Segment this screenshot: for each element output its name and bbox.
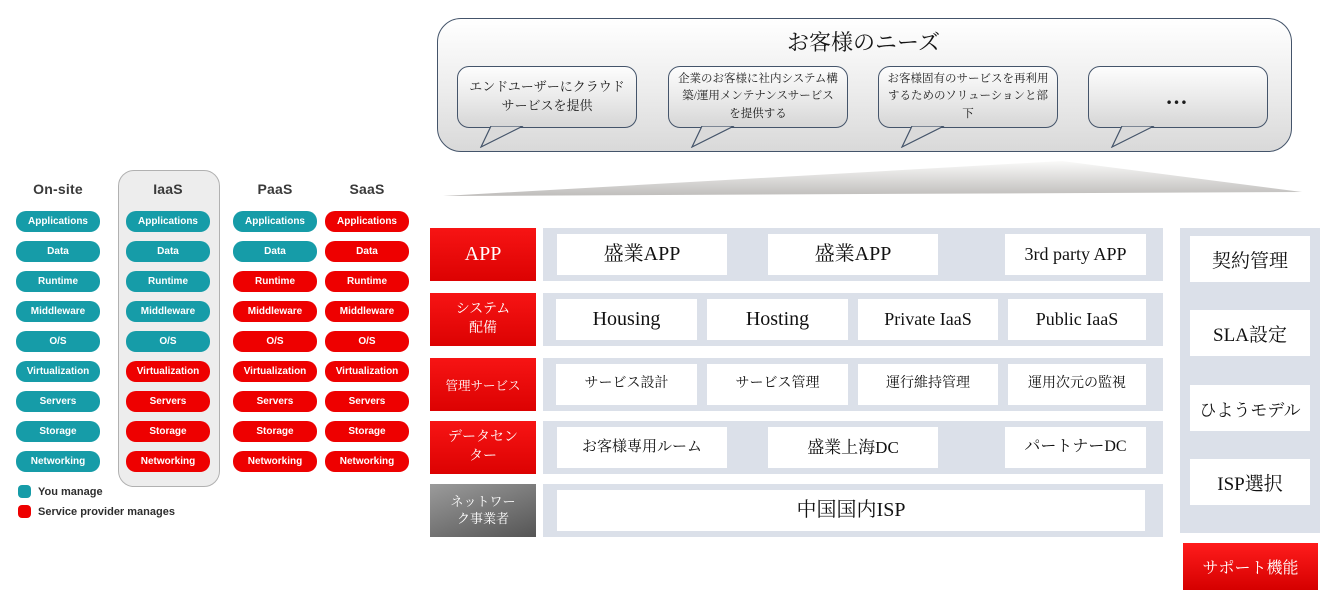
row-label-system-deploy xyxy=(430,293,536,346)
layer-pill: Storage xyxy=(16,421,100,442)
legend-you-manage-label: You manage xyxy=(38,486,103,498)
row-band-data-center xyxy=(543,421,1163,474)
need-bubble-1-tail xyxy=(471,126,525,148)
row-band-managed-services xyxy=(543,358,1163,411)
row-band-system-deploy xyxy=(543,293,1163,346)
cell-app-2: 盛業APP xyxy=(768,234,938,275)
side-cell-billing-model: ひようモデル xyxy=(1190,385,1310,431)
layer-pill: Runtime xyxy=(126,271,210,292)
layer-pill: Servers xyxy=(16,391,100,412)
layer-pill: Data xyxy=(126,241,210,262)
cell-hosting: Hosting xyxy=(707,299,848,340)
need-bubble-3-tail xyxy=(892,126,946,148)
cell-private-iaas: Private IaaS xyxy=(858,299,998,340)
layer-pill: Storage xyxy=(325,421,409,442)
customer-needs-title: お客様のニーズ xyxy=(787,30,940,55)
layer-pill: Virtualization xyxy=(16,361,100,382)
row-label-managed-services: 管理サービス xyxy=(430,358,536,411)
layer-pill: Data xyxy=(16,241,100,262)
column-header-saas: SaaS xyxy=(349,181,385,197)
layer-pill: Runtime xyxy=(233,271,317,292)
need-bubble-more-tail xyxy=(1102,126,1156,148)
layer-pill: Middleware xyxy=(16,301,100,322)
layer-pill: Servers xyxy=(325,391,409,412)
layer-pill: Virtualization xyxy=(233,361,317,382)
row-label-network-operator xyxy=(430,484,536,537)
row-band-network-operator xyxy=(543,484,1163,537)
legend-you-manage-chip xyxy=(18,485,31,498)
cell-service-management: サービス管理 xyxy=(707,364,848,405)
side-cell-contract-management: 契約管理 xyxy=(1190,236,1310,282)
cell-housing: Housing xyxy=(556,299,697,340)
layer-pill: Servers xyxy=(126,391,210,412)
layer-pill: Networking xyxy=(126,451,210,472)
layer-pill: Virtualization xyxy=(325,361,409,382)
need-bubble-3: お客様固有のサービスを再利用するためのソリューションと部下 xyxy=(878,66,1058,128)
side-cell-sla-settings: SLA設定 xyxy=(1190,310,1310,356)
layer-pill: Networking xyxy=(233,451,317,472)
row-label-text: データセンター xyxy=(448,430,518,464)
layer-pill: O/S xyxy=(126,331,210,352)
row-label-text: ネットワーク事業者 xyxy=(450,493,516,526)
column-header-paas: PaaS xyxy=(257,181,293,197)
cell-china-domestic-isp: 中国国内ISP xyxy=(557,490,1145,531)
layer-pill: Storage xyxy=(233,421,317,442)
row-label-data-center xyxy=(430,421,536,474)
need-bubble-2: 企業のお客様に社内システム構築/運用メンテナンスサービスを提供する xyxy=(668,66,848,128)
layer-pill: Applications xyxy=(126,211,210,232)
layer-pill: Storage xyxy=(126,421,210,442)
need-bubble-1: エンドユーザーにクラウドサービスを提供 xyxy=(457,66,637,128)
row-band-app xyxy=(543,228,1163,281)
layer-pill: Middleware xyxy=(126,301,210,322)
legend-provider-label: Service provider manages xyxy=(38,506,175,518)
cell-shanghai-dc: 盛業上海DC xyxy=(768,427,938,468)
side-panel-band xyxy=(1180,228,1320,533)
need-bubble-more: … xyxy=(1088,66,1268,128)
row-label-app: APP xyxy=(430,228,536,281)
layer-pill: O/S xyxy=(233,331,317,352)
side-cell-isp-selection: ISP選択 xyxy=(1190,459,1310,505)
layer-pill: Virtualization xyxy=(126,361,210,382)
column-header-onsite: On-site xyxy=(33,181,83,197)
cell-customer-room: お客様専用ルーム xyxy=(557,427,727,468)
layer-pill: Middleware xyxy=(325,301,409,322)
cell-app-3rd-party: 3rd party APP xyxy=(1005,234,1146,275)
need-bubble-2-tail xyxy=(682,126,736,148)
layer-pill: Applications xyxy=(233,211,317,232)
layer-pill: Runtime xyxy=(325,271,409,292)
cell-app-1: 盛業APP xyxy=(557,234,727,275)
cell-public-iaas: Public IaaS xyxy=(1008,299,1146,340)
legend-provider-chip xyxy=(18,505,31,518)
cell-operation-monitoring: 運用次元の監視 xyxy=(1008,364,1146,405)
layer-pill: Runtime xyxy=(16,271,100,292)
layer-pill: Applications xyxy=(325,211,409,232)
layer-pill: Servers xyxy=(233,391,317,412)
layer-pill: Networking xyxy=(325,451,409,472)
cell-service-design: サービス設計 xyxy=(556,364,697,405)
layer-pill: Middleware xyxy=(233,301,317,322)
support-function-box: サポート機能 xyxy=(1183,543,1318,590)
layer-pill: Applications xyxy=(16,211,100,232)
funnel-swoosh xyxy=(440,158,1305,200)
row-label-text: システム配備 xyxy=(455,302,511,336)
layer-pill: Networking xyxy=(16,451,100,472)
layer-pill: Data xyxy=(325,241,409,262)
layer-pill: O/S xyxy=(16,331,100,352)
cell-operation-maintenance: 運行維持管理 xyxy=(858,364,998,405)
layer-pill: O/S xyxy=(325,331,409,352)
cell-partner-dc: パートナーDC xyxy=(1005,427,1146,468)
layer-pill: Data xyxy=(233,241,317,262)
column-header-iaas: IaaS xyxy=(153,181,183,197)
